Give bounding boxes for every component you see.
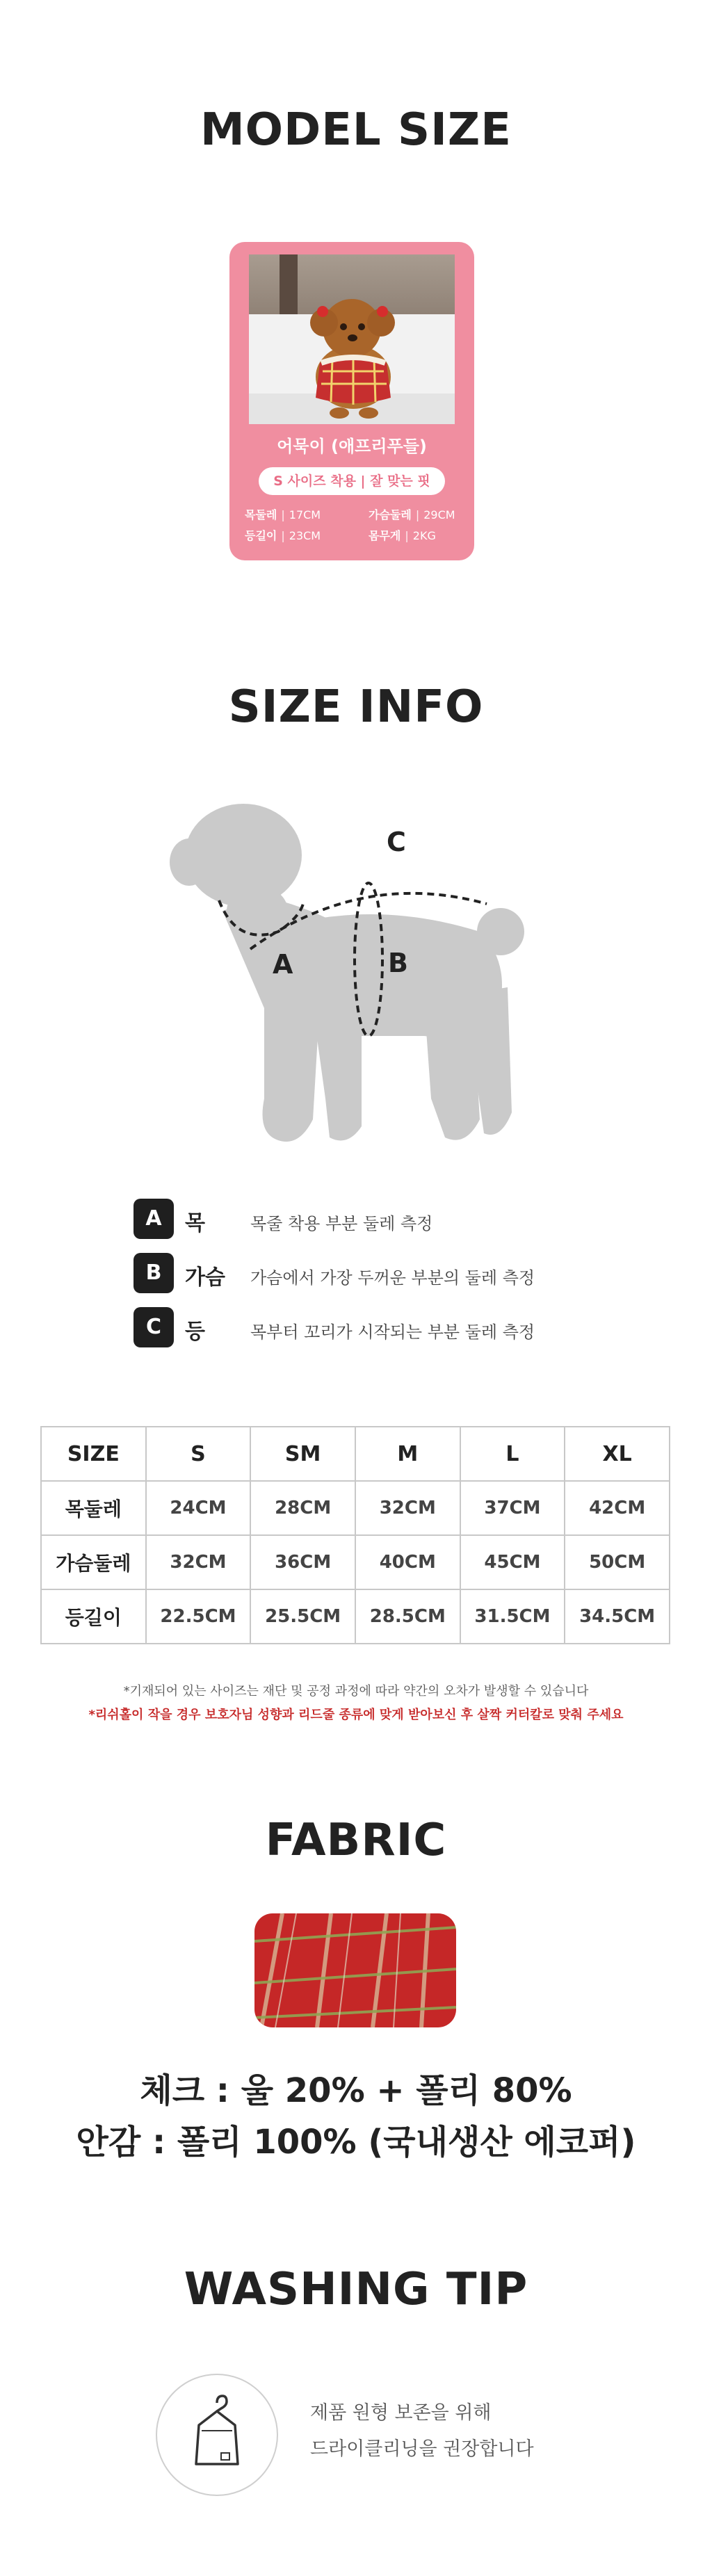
table-cell: 40CM [355, 1535, 460, 1589]
legend-badge-b: B [134, 1253, 174, 1293]
table-cell: 37CM [460, 1481, 565, 1535]
fabric-swatch [254, 1913, 456, 2027]
model-fit-pill: S 사이즈 착용 | 잘 맞는 핏 [259, 467, 445, 495]
table-header-cell: XL [565, 1427, 670, 1481]
table-header-cell: M [355, 1427, 460, 1481]
table-cell: 42CM [565, 1481, 670, 1535]
table-cell: 22.5CM [146, 1589, 251, 1644]
legend-badge-c: C [134, 1307, 174, 1347]
table-row-label: 등길이 [41, 1589, 146, 1644]
diagram-label-b: B [388, 948, 408, 978]
washing-text-line2: 드라이클리닝을 권장합니다 [310, 2438, 534, 2460]
table-cell: 36CM [250, 1535, 355, 1589]
stat-back: 등길이 | 23CM [245, 529, 321, 542]
dog-diagram [160, 793, 549, 1154]
size-info-title: SIZE INFO [228, 681, 484, 733]
table-row [41, 1589, 670, 1644]
stat-chest: 가슴둘레 | 29CM [369, 508, 455, 521]
legend-key-back: 등 [185, 1320, 205, 1344]
table-cell: 28.5CM [355, 1589, 460, 1644]
legend-desc-neck: 목줄 착용 부분 둘레 측정 [250, 1214, 433, 1233]
table-cell: 34.5CM [565, 1589, 670, 1644]
fabric-check-material: 체크 : 울 20% + 폴리 80% [140, 2071, 572, 2110]
table-header-cell: S [146, 1427, 251, 1481]
size-note: *기재되어 있는 사이즈는 재단 및 공정 과정에 따라 약간의 오차가 발생할 수 있습니다 [123, 1684, 589, 1699]
table-header-cell: L [460, 1427, 565, 1481]
table-header-cell: SM [250, 1427, 355, 1481]
diagram-label-a: A [273, 949, 293, 980]
table-cell: 32CM [146, 1535, 251, 1589]
table-cell: 28CM [250, 1481, 355, 1535]
table-cell: 45CM [460, 1535, 565, 1589]
table-header-row [41, 1427, 670, 1481]
table-header-cell: SIZE [41, 1427, 146, 1481]
washing-tip-title: WASHING TIP [184, 2264, 528, 2315]
table-row [41, 1481, 670, 1535]
size-table [40, 1426, 670, 1644]
table-cell: 24CM [146, 1481, 251, 1535]
legend-key-neck: 목 [185, 1211, 205, 1236]
dry-clean-hanger-icon [156, 2374, 278, 2496]
stat-neck: 목둘레 | 17CM [245, 508, 321, 521]
legend-desc-back: 목부터 꼬리가 시작되는 부분 둘레 측정 [250, 1322, 535, 1342]
fabric-lining-material: 안감 : 폴리 100% (국내생산 에코퍼) [76, 2123, 636, 2162]
table-cell: 25.5CM [250, 1589, 355, 1644]
fabric-title: FABRIC [265, 1815, 447, 1866]
legend-badge-a: A [134, 1199, 174, 1239]
table-row-label: 가슴둘레 [41, 1535, 146, 1589]
stat-weight: 몸무게 | 2KG [369, 529, 436, 542]
table-cell: 50CM [565, 1535, 670, 1589]
table-cell: 32CM [355, 1481, 460, 1535]
model-size-title: MODEL SIZE [200, 104, 512, 156]
washing-text-line1: 제품 원형 보존을 위해 [310, 2402, 492, 2424]
leash-hole-note: *리쉬홀이 작을 경우 보호자님 성향과 리드줄 종류에 맞게 받아보신 후 살짝 커터칼로 맞춰 주세요 [88, 1708, 624, 1722]
legend-key-chest: 가슴 [185, 1265, 225, 1290]
legend-desc-chest: 가슴에서 가장 두꺼운 부분의 둘레 측정 [250, 1268, 535, 1288]
diagram-label-c: C [387, 827, 406, 857]
model-photo [249, 254, 455, 424]
model-name: 어묵이 (애프리푸들) [277, 437, 427, 456]
table-row-label: 목둘레 [41, 1481, 146, 1535]
table-row [41, 1535, 670, 1589]
table-cell: 31.5CM [460, 1589, 565, 1644]
